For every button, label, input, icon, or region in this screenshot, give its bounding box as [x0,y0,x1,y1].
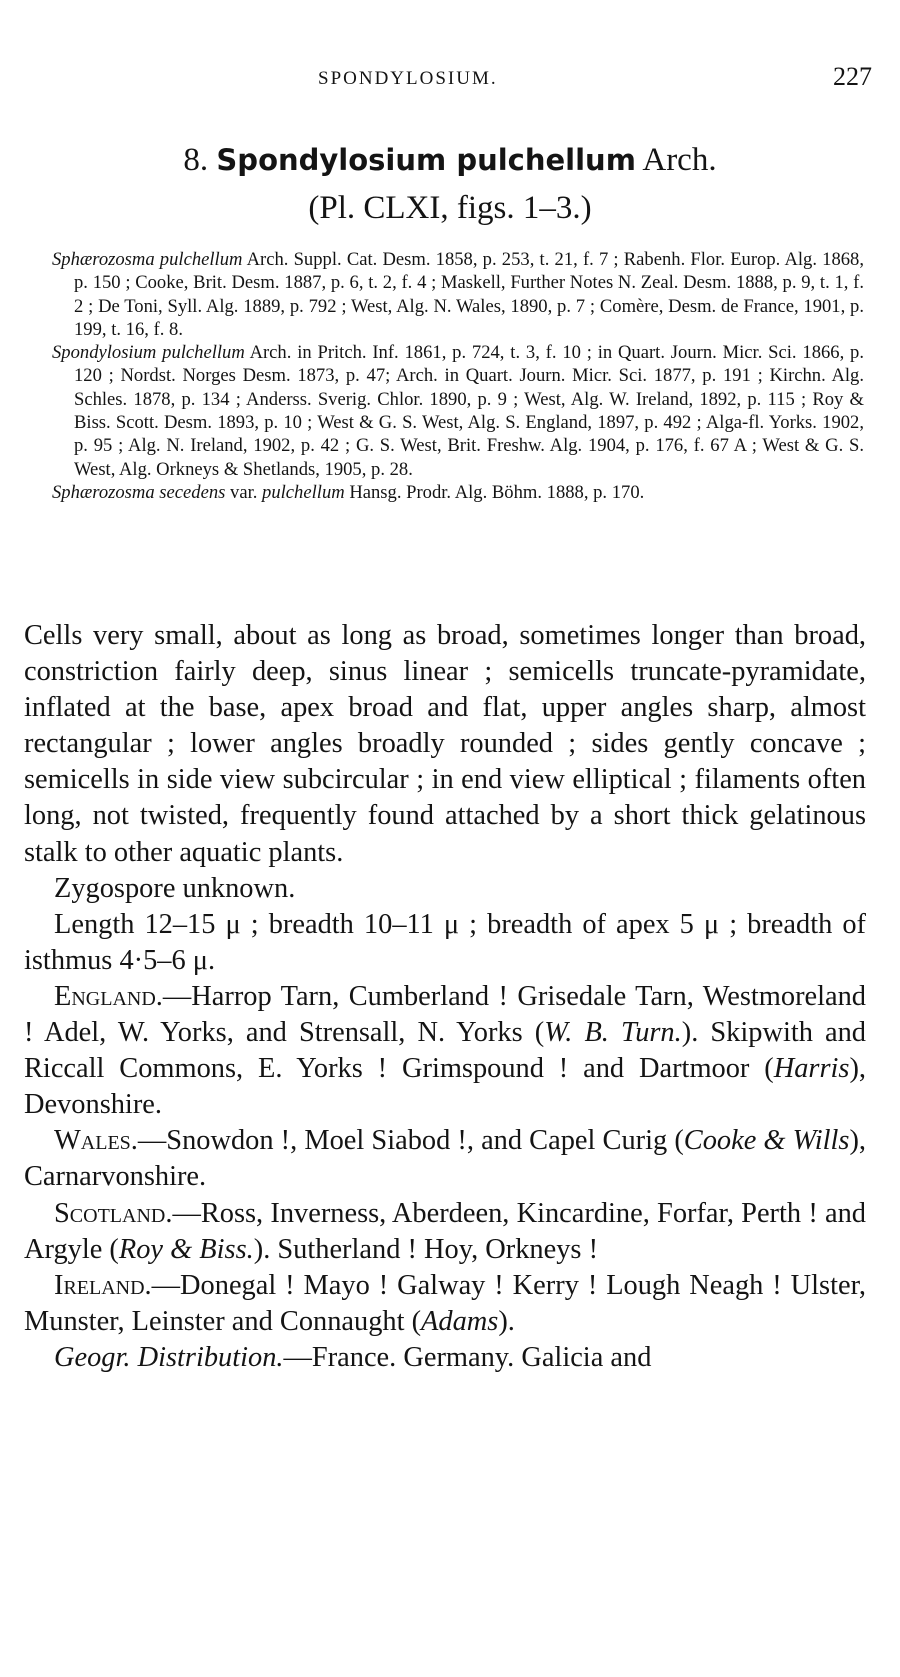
species-name: Spondylosium pulchellum [216,143,636,177]
distribution-england [24,979,866,1123]
collector-name: Adams [421,1305,499,1337]
zygospore-note: Zygospore unknown. [54,872,296,904]
region-label: Scotland. [54,1197,173,1229]
locality-text: ). [498,1305,515,1337]
locality-text: —France. Germany. Galicia and [283,1341,652,1373]
collector-name: Harris [773,1053,850,1085]
species-authority: Arch. [642,142,717,178]
distribution-wales [24,1123,866,1195]
plate-reference: (Pl. CLXI, figs. 1–3.) [308,190,592,226]
locality-text: ). Sutherland ! Hoy, Orkneys ! [253,1233,599,1265]
running-head [0,62,900,98]
locality-text: —Snowdon !, Moel Siabod !, and Capel Curig ( [137,1125,684,1157]
species-heading [0,138,900,182]
synonym-entry [52,341,864,481]
synonym-taxon: Sphærozosma secedens [52,481,226,503]
synonym-citation: Arch. in Pritch. Inf. 1861, p. 724, t. 3, f. 10 ; in Quart. Journ. Micr. Sci. 1866, p. 120 ; Nordst. Norges Desm. 1873, p. 47; Arch. in Quart. Journ. Micr. Sci. 1877, p. 191 ; Kirchn. Alg. Schles. 1878, p. 134 ; Anderss. Sverig. Chlor. 1890, p. 9 ; West, Alg. W. Ireland, 1892, p. 115 ; Roy & Biss. Scott. Desm. 1893, p. 10 ; West & G. S. West, Alg. S. England, 1897, p. 492 ; Alga-fl. Yorks. 1902, p. 95 ; Alg. N. Ireland, 1902, p. 42 ; G. S. West, Brit. Freshw. Alg. 1904, p. 176, f. 67 A ; West & G. S. West, Alg. Orkneys & Shetlands, 1905, p. 28. [74,342,864,480]
synonym-entry [52,481,864,504]
locality-text: —Ross, Inverness, Aberdeen, Kincardine, Forfar, Perth ! and Argyle ( [24,1197,866,1265]
synonym-entry [52,248,864,341]
running-title: SPONDYLOSIUM. [318,68,498,89]
locality-text: ), Carnarvonshire. [24,1125,866,1193]
region-label: England. [54,980,163,1012]
region-label: Geogr. Distribution. [54,1341,284,1373]
collector-name: W. B. Turn. [544,1017,682,1049]
page-number: 227 [833,62,872,91]
synonym-taxon: Sphærozosma pulchellum [52,249,243,270]
locality-text: —Harrop Tarn, Cumberland ! Grisedale Tarn, Westmoreland ! Adel, W. Yorks, and Strensall, N. Yorks ( [24,980,866,1049]
locality-text: —Donegal ! Mayo ! Galway ! Kerry ! Lough Neagh ! Ulster, Munster, Leinster and Connaught ( [24,1269,866,1337]
region-label: Ireland. [54,1269,152,1301]
description-paragraph: Cells very small, about as long as broad, sometimes longer than broad, constriction fairly deep, sinus linear ; semicells truncate-pyramidate, inflated at the base, apex broad and flat, upper angles sharp, almost rectangular ; lower angles broadly rounded ; sides gently concave ; semicells in side view subcircular ; in end view elliptical ; filaments often long, not twisted, frequently found attached by a short thick gelatinous stalk to other aquatic plants. [24,620,866,868]
locality-text: ). Skipwith and Riccall Commons, E. Yorks ! Grimspound ! and Dartmoor ( [24,1017,866,1085]
synonym-variety: pulchellum [262,481,345,503]
synonym-taxon: Spondylosium pulchellum [52,342,245,364]
distribution-ireland [24,1268,866,1340]
collector-name: Roy & Biss. [118,1233,254,1265]
synonym-citation: Arch. Suppl. Cat. Desm. 1858, p. 253, t. 21, f. 7 ; Rabenh. Flor. Europ. Alg. 1868, p. 150 ; Cooke, Brit. Desm. 1887, p. 6, t. 2, f. 4 ; Maskell, Further Notes N. Zeal. Desm. 1888, p. 9, t. 1, f. 2 ; De Toni, Syll. Alg. 1889, p. 792 ; West, Alg. N. Wales, 1890, p. 7 ; Comère, Desm. de France, 1901, p. 199, t. 16, f. 8. [74,249,864,340]
geographic-distribution [24,1340,866,1376]
collector-name: Cooke & Wills [683,1125,850,1157]
species-body [24,618,866,1376]
locality-text: ), Devonshire. [24,1053,866,1121]
synonymy-list [52,248,864,504]
synonym-variety-label: var. [230,481,258,503]
dimensions-paragraph: Length 12–15 μ ; breadth 10–11 μ ; breadth of apex 5 μ ; breadth of isthmus 4·5–6 μ. [24,908,866,976]
distribution-scotland [24,1196,866,1268]
region-label: Wales. [54,1125,138,1157]
species-number: 8. [183,142,209,178]
synonym-citation: Hansg. Prodr. Alg. Böhm. 1888, p. 170. [349,481,645,503]
